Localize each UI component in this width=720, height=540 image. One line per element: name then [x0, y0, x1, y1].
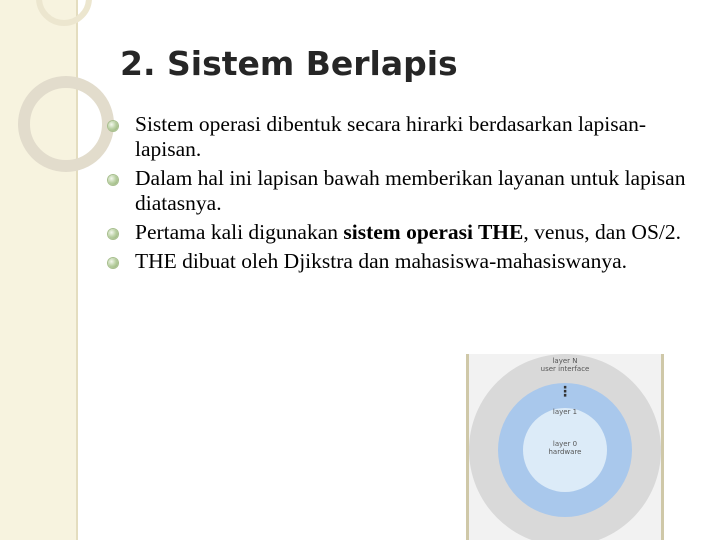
middle-label-layer-1: layer 1: [552, 408, 578, 416]
bullet-text: Dalam hal ini lapisan bawah memberikan layanan untuk lapisan diatasnya.: [135, 166, 686, 215]
bullet-item: [108, 112, 698, 162]
bullet-dot-icon: [108, 121, 118, 131]
bullet-text: Pertama kali digunakan: [135, 220, 344, 244]
bullet-dot-icon: [108, 258, 118, 268]
bullet-bold-text: sistem operasi THE: [343, 220, 524, 244]
layer-rings-svg: [469, 354, 661, 540]
outer-label-user-interface: user interface: [540, 365, 590, 373]
bullet-dot-icon: [108, 175, 118, 185]
bullet-dot-icon: [108, 229, 118, 239]
inner-label-hardware: hardware: [548, 448, 582, 456]
bullet-text: THE dibuat oleh Djikstra dan mahasiswa-mahasiswanya.: [135, 249, 627, 273]
bullet-text: , venus, dan OS/2.: [523, 220, 682, 244]
outer-label-layer-n: layer N: [552, 357, 578, 365]
layered-os-diagram: [466, 354, 664, 540]
bullet-list: [108, 112, 698, 278]
decorative-ring: [18, 76, 114, 172]
layer-ellipsis: ⋮: [558, 384, 572, 400]
bullet-item: [108, 166, 698, 216]
bullet-item: [108, 220, 698, 245]
bullet-item: [108, 249, 698, 274]
slide-title: 2. Sistem Berlapis: [120, 44, 458, 83]
bullet-text: Sistem operasi dibentuk secara hirarki berdasarkan lapisan-lapisan.: [135, 112, 647, 161]
inner-label-layer-0: layer 0: [552, 440, 578, 448]
